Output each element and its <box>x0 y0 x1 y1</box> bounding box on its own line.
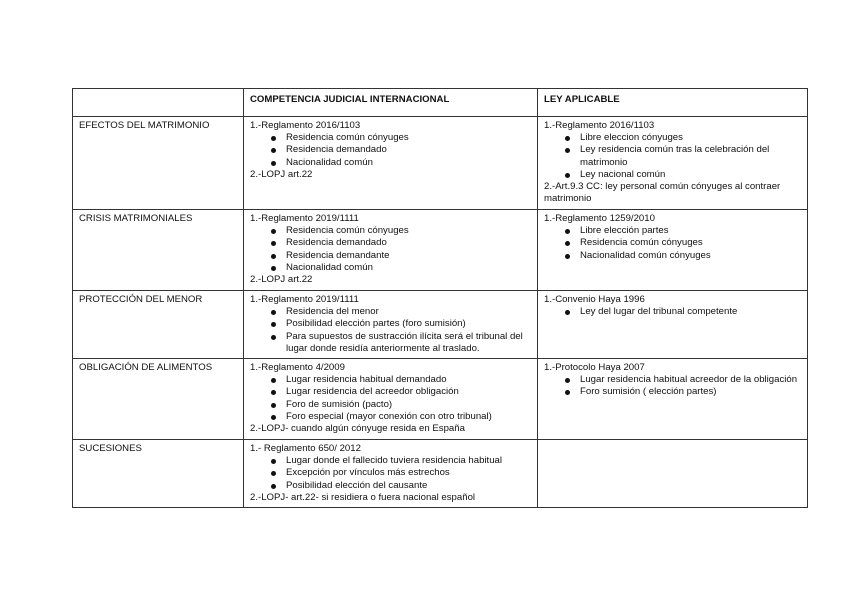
ley-cell <box>538 359 808 440</box>
ley-cell <box>538 291 808 359</box>
comparison-table <box>72 88 808 508</box>
header-ley-aplicable: LEY APLICABLE <box>538 89 808 117</box>
competencia-cell <box>244 117 538 210</box>
list-item: Ley residencia común tras la celebración del matrimonio <box>544 144 801 168</box>
table-row <box>73 210 808 291</box>
competencia-outro: 2.-LOPJ art.22 <box>250 274 313 286</box>
list-item: Libre eleccion cónyuges <box>544 132 801 144</box>
row-label: PROTECCIÓN DEL MENOR <box>73 291 244 359</box>
ley-cell <box>538 117 808 210</box>
list-item: Libre elección partes <box>544 225 801 237</box>
list-item: Nacionalidad común cónyuges <box>544 250 801 262</box>
ley-bullets <box>544 374 801 398</box>
list-item: Residencia del menor <box>250 306 531 318</box>
list-item: Nacionalidad común <box>250 262 531 274</box>
list-item: Nacionalidad común <box>250 157 531 169</box>
row-label: OBLIGACIÓN DE ALIMENTOS <box>73 359 244 440</box>
list-item: Lugar residencia del acreedor obligación <box>250 386 531 398</box>
ley-bullets <box>544 132 801 181</box>
list-item: Posibilidad elección del causante <box>250 480 531 492</box>
ley-intro: 1.-Reglamento 2016/1103 <box>544 120 655 131</box>
list-item: Lugar residencia habitual acreedor de la obligación <box>544 374 801 386</box>
competencia-bullets <box>250 374 531 423</box>
list-item: Ley nacional común <box>544 169 801 181</box>
ley-bullets <box>544 306 801 318</box>
competencia-intro: 1.-Reglamento 4/2009 <box>250 362 345 374</box>
ley-intro: 1.-Convenio Haya 1996 <box>544 294 645 305</box>
ley-intro: 1.-Reglamento 1259/2010 <box>544 213 655 224</box>
competencia-intro: 1.- Reglamento 650/ 2012 <box>250 443 361 455</box>
list-item: Residencia demandado <box>250 144 531 156</box>
list-item: Foro especial (mayor conexión con otro tribunal) <box>250 411 531 423</box>
table-row <box>73 291 808 359</box>
ley-cell <box>538 210 808 291</box>
row-label: SUCESIONES <box>73 440 244 508</box>
list-item: Residencia común cónyuges <box>544 237 801 249</box>
list-item: Residencia común cónyuges <box>250 132 531 144</box>
list-item: Foro de sumisión (pacto) <box>250 399 531 411</box>
competencia-outro: 2.-LOPJ art.22 <box>250 168 313 180</box>
list-item: Lugar residencia habitual demandado <box>250 374 531 386</box>
competencia-outro: 2.-LOPJ- art.22- si residiera o fuera nacional español <box>250 491 476 503</box>
competencia-intro: 1.-Reglamento 2019/1111 <box>250 294 359 305</box>
row-label: EFECTOS DEL MATRIMONIO <box>73 117 244 210</box>
list-item: Lugar donde el fallecido tuviera residencia habitual <box>250 455 531 467</box>
competencia-cell <box>244 359 538 440</box>
row-label: CRISIS MATRIMONIALES <box>73 210 244 291</box>
competencia-outro: 2.-LOPJ- cuando algún cónyuge resida en España <box>250 423 465 435</box>
list-item: Foro sumisión ( elección partes) <box>544 386 801 398</box>
header-blank-cell <box>73 89 244 117</box>
competencia-bullets <box>250 306 531 355</box>
competencia-bullets <box>250 225 531 274</box>
competencia-bullets <box>250 132 531 169</box>
list-item: Excepción por vínculos más estrechos <box>250 467 531 479</box>
table-row <box>73 117 808 210</box>
table-row <box>73 359 808 440</box>
competencia-cell <box>244 210 538 291</box>
header-competencia: COMPETENCIA JUDICIAL INTERNACIONAL <box>244 89 538 117</box>
ley-cell-empty <box>538 440 808 508</box>
competencia-bullets <box>250 455 531 492</box>
table-row <box>73 440 808 508</box>
ley-bullets <box>544 225 801 262</box>
list-item: Residencia demandante <box>250 250 531 262</box>
ley-intro: 1.-Protocolo Haya 2007 <box>544 362 645 374</box>
competencia-cell <box>244 291 538 359</box>
list-item: Ley del lugar del tribunal competente <box>544 306 801 318</box>
list-item: Para supuestos de sustracción ilícita será el tribunal del lugar donde residía anteriormente al traslado. <box>250 331 531 355</box>
competencia-intro: 1.-Reglamento 2016/1103 <box>250 120 361 131</box>
header-row <box>73 89 808 117</box>
list-item: Posibilidad elección partes (foro sumisión) <box>250 318 531 330</box>
competencia-cell <box>244 440 538 508</box>
competencia-intro: 1.-Reglamento 2019/1111 <box>250 213 359 224</box>
ley-outro: 2.-Art.9.3 CC: ley personal común cónyuges al contraer matrimonio <box>544 181 781 205</box>
list-item: Residencia demandado <box>250 237 531 249</box>
list-item: Residencia común cónyuges <box>250 225 531 237</box>
